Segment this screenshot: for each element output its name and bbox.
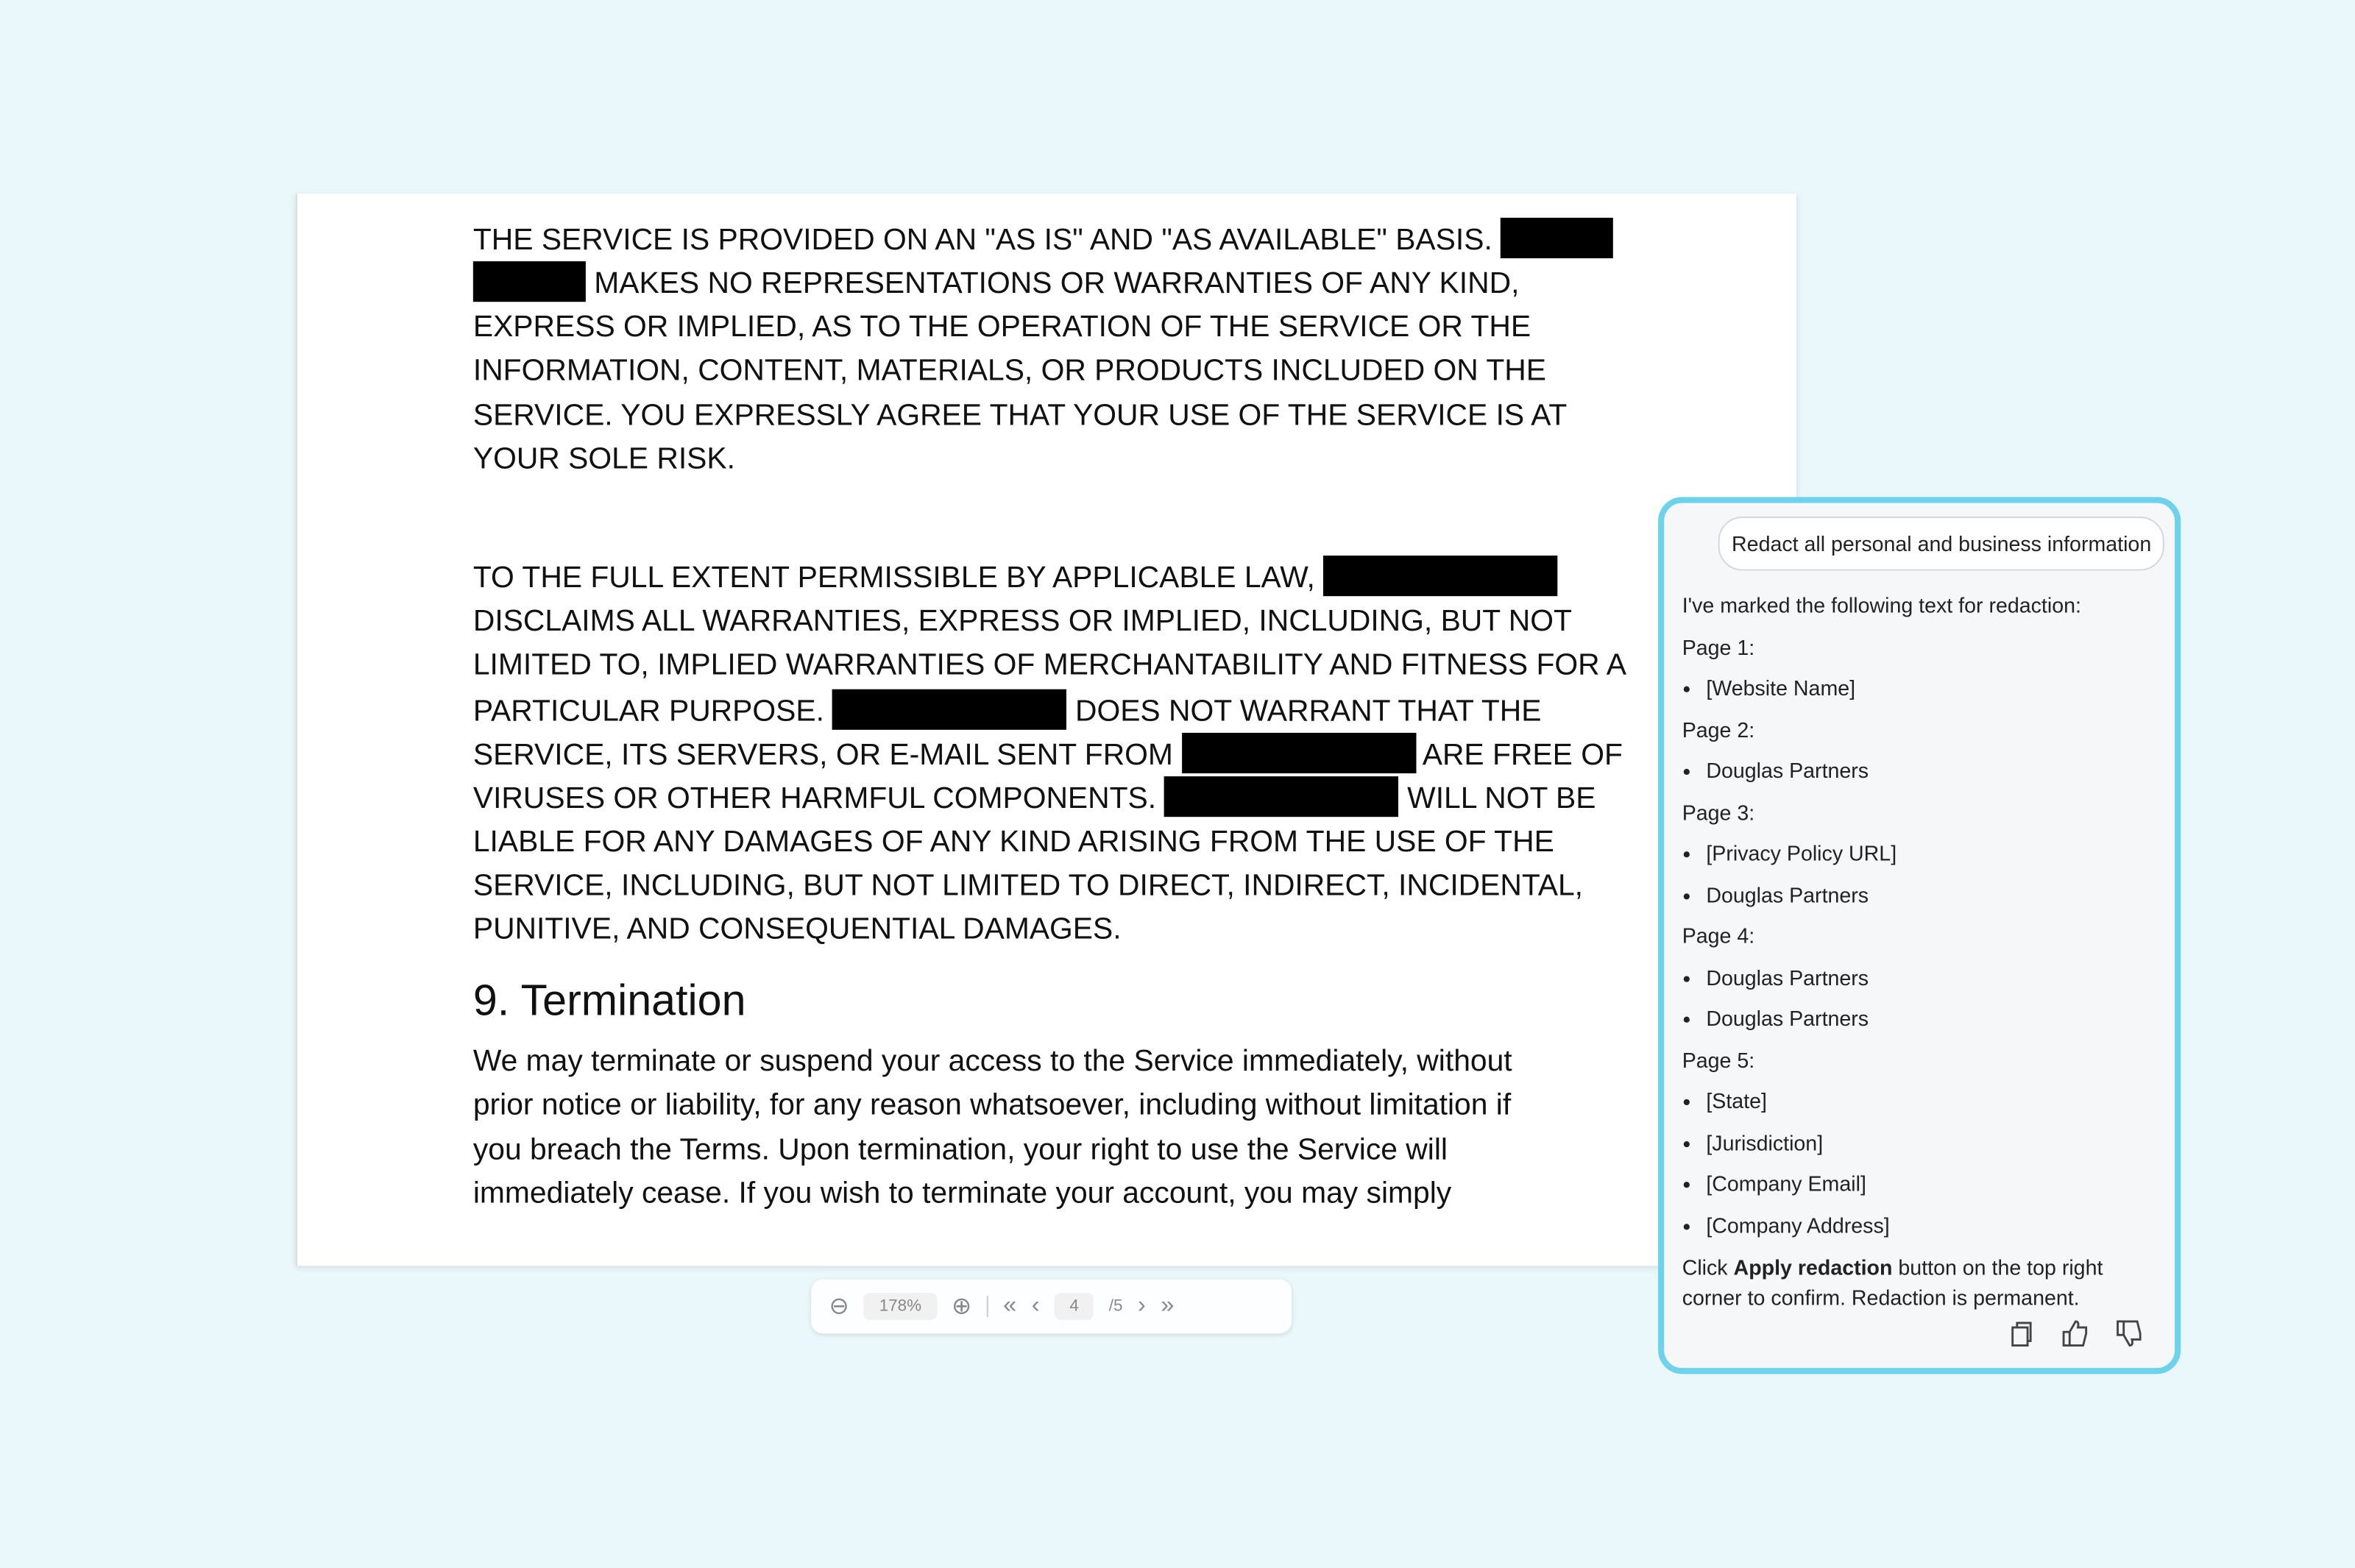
text-segment: SERVICE, ITS SERVERS, OR E-MAIL SENT FROM	[472, 738, 1182, 772]
text-segment: TO THE FULL EXTENT PERMISSIBLE BY APPLICABLE LAW,	[472, 561, 1324, 595]
text-line	[473, 733, 1626, 777]
zoom-level[interactable]: 178%	[864, 1293, 936, 1320]
text-segment: INFORMATION, CONTENT, MATERIALS, OR PRODUCTS INCLUDED ON THE	[472, 354, 1547, 388]
paragraph-warranties	[473, 556, 1626, 954]
redaction-box[interactable]	[832, 689, 1066, 729]
text-segment: THE SERVICE IS PROVIDED ON AN "AS IS" AND "AS AVAILABLE" BASIS.	[472, 224, 1501, 257]
first-page-icon[interactable]: «	[1003, 1293, 1017, 1319]
text-line	[473, 1173, 1626, 1217]
text-line	[473, 350, 1626, 394]
instr-pre: Click	[1682, 1255, 1734, 1280]
text-segment: LIABLE FOR ANY DAMAGES OF ANY KIND ARISING FROM THE USE OF THE	[472, 825, 1554, 859]
section-heading: 9. Termination	[472, 977, 746, 1026]
page-label: Page 5:	[1682, 1047, 1755, 1072]
text-segment: DOES NOT WARRANT THAT THE	[1066, 694, 1542, 728]
copy-icon[interactable]	[2007, 1319, 2037, 1353]
text-segment: PUNITIVE, AND CONSEQUENTIAL DAMAGES.	[472, 913, 1122, 947]
zoom-in-icon[interactable]: ⊕	[951, 1294, 972, 1320]
divider	[987, 1296, 988, 1317]
text-line	[473, 645, 1626, 689]
text-line	[473, 306, 1626, 350]
page-label: Page 1:	[1682, 634, 1755, 659]
text-segment: you breach the Terms. Upon termination, your right to use the Service will	[472, 1133, 1448, 1166]
redaction-box[interactable]	[1164, 777, 1398, 817]
text-segment: immediately cease. If you wish to terminate your account, you may simply	[472, 1177, 1452, 1210]
text-line	[473, 600, 1626, 645]
redaction-item: • Douglas Partners	[1706, 998, 2156, 1040]
text-line	[473, 262, 1626, 306]
redaction-item: • [Jurisdiction]	[1706, 1122, 2156, 1163]
text-segment: DISCLAIMS ALL WARRANTIES, EXPRESS OR IMPLIED, INCLUDING, BUT NOT	[472, 604, 1572, 638]
response-actions	[2007, 1319, 2145, 1353]
text-line	[473, 821, 1626, 865]
page-label: Page 4:	[1682, 923, 1755, 948]
text-line	[473, 865, 1626, 909]
text-segment: SERVICE, INCLUDING, BUT NOT LIMITED TO DIRECT, INDIRECT, INCIDENTAL,	[472, 869, 1584, 903]
text-segment: EXPRESS OR IMPLIED, AS TO THE OPERATION OF THE SERVICE OR THE	[472, 310, 1531, 344]
text-segment: SERVICE. YOU EXPRESSLY AGREE THAT YOUR USE OF THE SERVICE IS AT	[472, 398, 1568, 432]
text-segment: ARE FREE OF	[1415, 738, 1623, 772]
prev-page-icon[interactable]: ‹	[1031, 1293, 1040, 1319]
paragraph-termination	[473, 1040, 1626, 1217]
redaction-item: • Douglas Partners	[1706, 751, 2156, 792]
text-line	[473, 218, 1626, 262]
text-line	[473, 556, 1626, 600]
text-line	[473, 777, 1626, 821]
redaction-box[interactable]	[1323, 556, 1557, 597]
redaction-item: • [Company Address]	[1706, 1205, 2156, 1246]
confirm-instructions	[1682, 1252, 2157, 1313]
apply-redaction-label: Apply redaction	[1733, 1255, 1893, 1280]
text-line	[473, 1040, 1626, 1085]
text-line	[473, 439, 1626, 483]
text-segment: PARTICULAR PURPOSE.	[472, 694, 833, 728]
text-line	[473, 394, 1626, 439]
text-line	[473, 1129, 1626, 1173]
redaction-item: • [Website Name]	[1706, 668, 2156, 709]
text-segment: We may terminate or suspend your access to the Service immediately, without	[472, 1045, 1512, 1079]
thumbs-down-icon[interactable]	[2114, 1319, 2145, 1353]
ai-chat-panel	[1658, 497, 2181, 1374]
document-content	[473, 218, 1626, 1217]
thumbs-up-icon[interactable]	[2061, 1319, 2091, 1353]
text-segment: WILL NOT BE	[1398, 782, 1596, 816]
instr-post: button on the top right corner to confirm. Redaction is permanent.	[1682, 1255, 2103, 1310]
page-input[interactable]: 4	[1055, 1293, 1094, 1320]
document-page	[296, 194, 1796, 1266]
text-line	[473, 689, 1626, 733]
text-line	[473, 909, 1626, 954]
assistant-response	[1682, 586, 2157, 1313]
text-segment: VIRUSES OR OTHER HARMFUL COMPONENTS.	[472, 782, 1165, 816]
next-page-icon[interactable]: ›	[1137, 1293, 1146, 1319]
redaction-item: • [Privacy Policy URL]	[1706, 834, 2156, 875]
redaction-box[interactable]	[1181, 733, 1415, 773]
last-page-icon[interactable]: »	[1161, 1293, 1175, 1319]
page-label: Page 2:	[1682, 717, 1755, 742]
text-segment: LIMITED TO, IMPLIED WARRANTIES OF MERCHANTABILITY AND FITNESS FOR A	[472, 648, 1626, 682]
redaction-item: • [Company Email]	[1706, 1164, 2156, 1205]
user-prompt-bubble: Redact all personal and business information	[1718, 517, 2165, 570]
text-segment: YOUR SOLE RISK.	[472, 442, 735, 476]
redaction-item: • Douglas Partners	[1706, 957, 2156, 998]
redaction-box[interactable]	[1501, 218, 1613, 258]
redaction-item: • Douglas Partners	[1706, 875, 2156, 916]
text-segment: MAKES NO REPRESENTATIONS OR WARRANTIES OF ANY KIND,	[585, 268, 1520, 301]
zoom-out-icon[interactable]: ⊖	[829, 1294, 849, 1320]
pdf-toolbar	[811, 1280, 1292, 1333]
page-total: /5	[1108, 1297, 1123, 1316]
redaction-box[interactable]	[473, 262, 586, 302]
page-label: Page 3:	[1682, 799, 1755, 824]
paragraph-disclaimer	[473, 218, 1626, 483]
redaction-item: • [State]	[1706, 1081, 2156, 1122]
response-intro: I've marked the following text for redaction:	[1682, 593, 2081, 617]
text-segment: prior notice or liability, for any reason whatsoever, including without limitation if	[472, 1089, 1512, 1122]
text-line	[473, 1085, 1626, 1129]
